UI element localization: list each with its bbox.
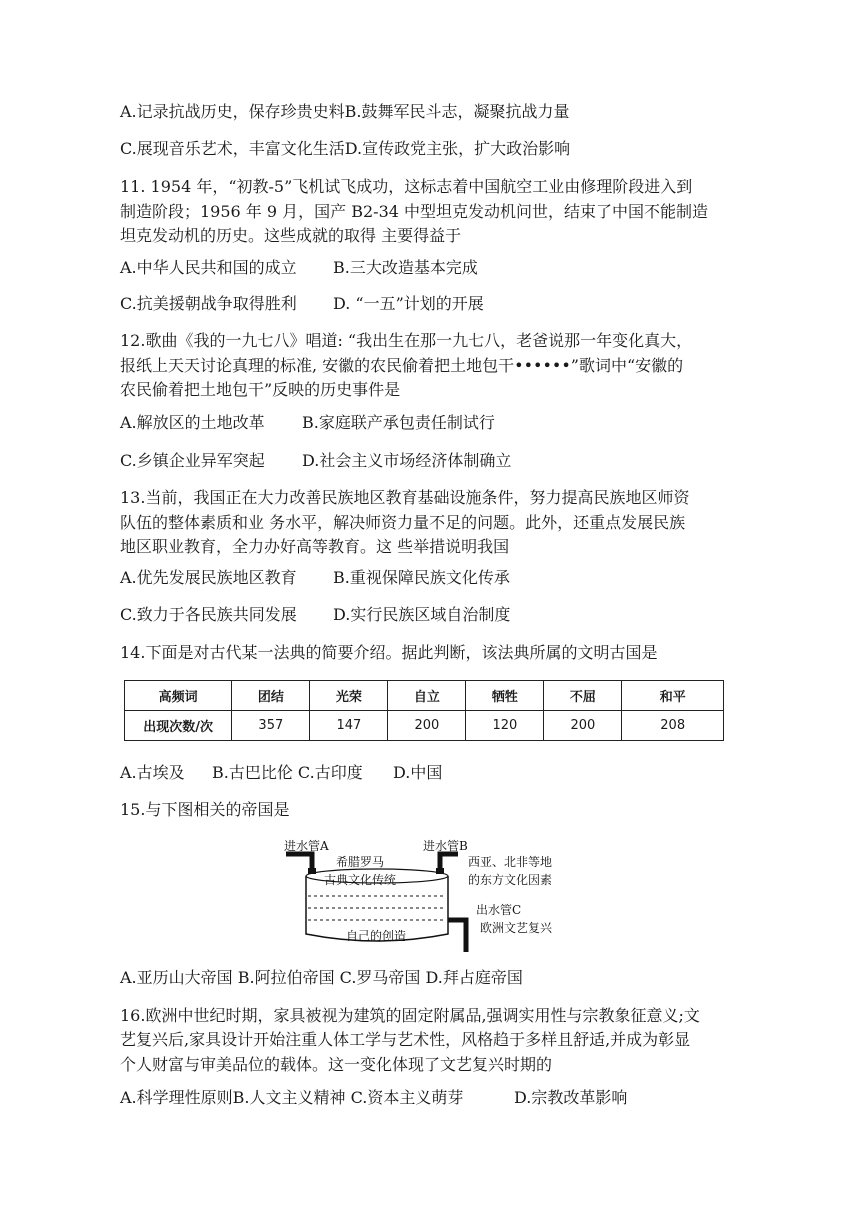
cultural-reservoir-diagram [282, 836, 572, 952]
q11-option-b: B.三大改造基本完成 [333, 258, 478, 277]
q12-option-a: A.解放区的土地改革 [120, 413, 265, 432]
pipe-b-note-1: 西亚、北非等地 [468, 855, 553, 869]
q12-option-c: C.乡镇企业异军突起 [120, 451, 265, 470]
table-header-row [125, 681, 724, 711]
pipe-a-note-2: 古典文化传统 [324, 873, 397, 887]
q15-options: A.亚历山大帝国 B.阿拉伯帝国 C.罗马帝国 D.拜占庭帝国 [120, 968, 523, 987]
q10-options-cd: C.展现音乐艺术，丰富文化生活D.宣传政党主张，扩大政治影响 [120, 139, 571, 158]
inlet-pipe-b [440, 854, 458, 870]
q14-option-bc: B.古巴比伦 C.古印度 [212, 763, 363, 782]
table-header-cell: 高频词 [125, 681, 232, 711]
pipe-a-note-1: 希腊罗马 [336, 855, 385, 869]
table-header-cell: 不屈 [544, 681, 622, 711]
pipe-a-label: 进水管A [284, 839, 329, 853]
pipe-c-note: 欧洲文艺复兴 [480, 921, 553, 935]
pipe-a-nozzle [308, 868, 316, 874]
table-header-cell: 自立 [388, 681, 466, 711]
q13-option-c: C.致力于各民族共同发展 [120, 605, 297, 624]
q12-stem-line-3: 农民偷着把土地包干”反映的历史事件是 [120, 380, 401, 399]
q15-stem: 15.与下图相关的帝国是 [120, 800, 290, 819]
table-row [125, 711, 724, 741]
table-cell: 147 [310, 711, 388, 741]
q13-stem-line-1: 13.当前，我国正在大力改善民族地区教育基础设施条件，努力提高民族地区师资 [120, 488, 690, 507]
q16-stem-line-2: 艺复兴后,家具设计开始注重人体工学与艺术性，风格趋于多样且舒适,并成为彰显 [120, 1030, 691, 1049]
q11-option-a: A.中华人民共和国的成立 [120, 258, 297, 277]
inlet-pipe-a [286, 854, 312, 870]
q12-option-b: B.家庭联产承包责任制试行 [302, 413, 495, 432]
q11-stem-line-2: 制造阶段；1956 年 9 月，国产 B2-34 中型坦克发动机问世，结束了中国不能制造 [120, 202, 709, 221]
table-cell: 357 [232, 711, 310, 741]
table-cell: 208 [622, 711, 724, 741]
q16-options-abc: A.科学理性原则B.人文主义精神 C.资本主义萌芽 [120, 1088, 464, 1107]
q14-option-a: A.古埃及 [120, 763, 185, 782]
outlet-pipe-c [448, 920, 466, 952]
q16-option-d: D.宗教改革影响 [514, 1088, 628, 1107]
table-cell: 出现次数/次 [125, 711, 232, 741]
q16-stem-line-3: 个人财富与审美品位的载体。这一变化体现了文艺复兴时期的 [120, 1055, 553, 1074]
q11-option-d: D. “一五”计划的开展 [333, 294, 484, 313]
q12-stem-line-1: 12.歌曲《我的一九七八》唱道: “我出生在那一九七八，老爸说那一年变化真大， [120, 331, 693, 350]
q11-option-c: C.抗美援朝战争取得胜利 [120, 294, 297, 313]
q13-stem-line-2: 队伍的整体素质和业 务水平，解决师资力量不足的问题。此外，还重点发展民族 [120, 513, 686, 532]
q13-option-a: A.优先发展民族地区教育 [120, 568, 297, 587]
q13-option-d: D.实行民族区域自治制度 [333, 605, 511, 624]
table-header-cell: 牺牲 [466, 681, 544, 711]
q10-options-ab: A.记录抗战历史，保存珍贵史料B.鼓舞军民斗志，凝聚抗战力量 [120, 102, 570, 121]
q12-option-d: D.社会主义市场经济体制确立 [302, 451, 512, 470]
q12-stem-line-2: 报纸上天天讨论真理的标准, 安徽的农民偷着把土地包干••••••”歌词中“安徽的 [120, 356, 684, 375]
table-cell: 200 [544, 711, 622, 741]
q11-stem-line-1: 11. 1954 年，“初教-5”飞机试飞成功，这标志着中国航空工业由修理阶段进入到 [120, 177, 693, 196]
pipe-c-label: 出水管C [476, 903, 522, 917]
table-cell: 120 [466, 711, 544, 741]
pipe-b-label: 进水管B [423, 839, 468, 853]
table-header-cell: 光荣 [310, 681, 388, 711]
pipe-b-nozzle [436, 868, 444, 874]
q14-option-d: D.中国 [393, 763, 443, 782]
table-header-cell: 团结 [232, 681, 310, 711]
q14-stem: 14.下面是对古代某一法典的简要介绍。据此判断，该法典所属的文明古国是 [120, 643, 658, 662]
q13-stem-line-3: 地区职业教育，全力办好高等教育。这 些举措说明我国 [120, 537, 510, 556]
tank-label: 自己的创造 [346, 929, 407, 943]
table-cell: 200 [388, 711, 466, 741]
table-header-cell: 和平 [622, 681, 724, 711]
q16-stem-line-1: 16.欧洲中世纪时期，家具被视为建筑的固定附属品,强调实用性与宗教象征意义;文 [120, 1006, 700, 1025]
pipe-b-note-2: 的东方文化因素 [468, 873, 553, 887]
word-frequency-table [124, 680, 724, 741]
q11-stem-line-3: 坦克发动机的历史。这些成就的取得 主要得益于 [120, 226, 462, 245]
q13-option-b: B.重视保障民族文化传承 [333, 568, 510, 587]
